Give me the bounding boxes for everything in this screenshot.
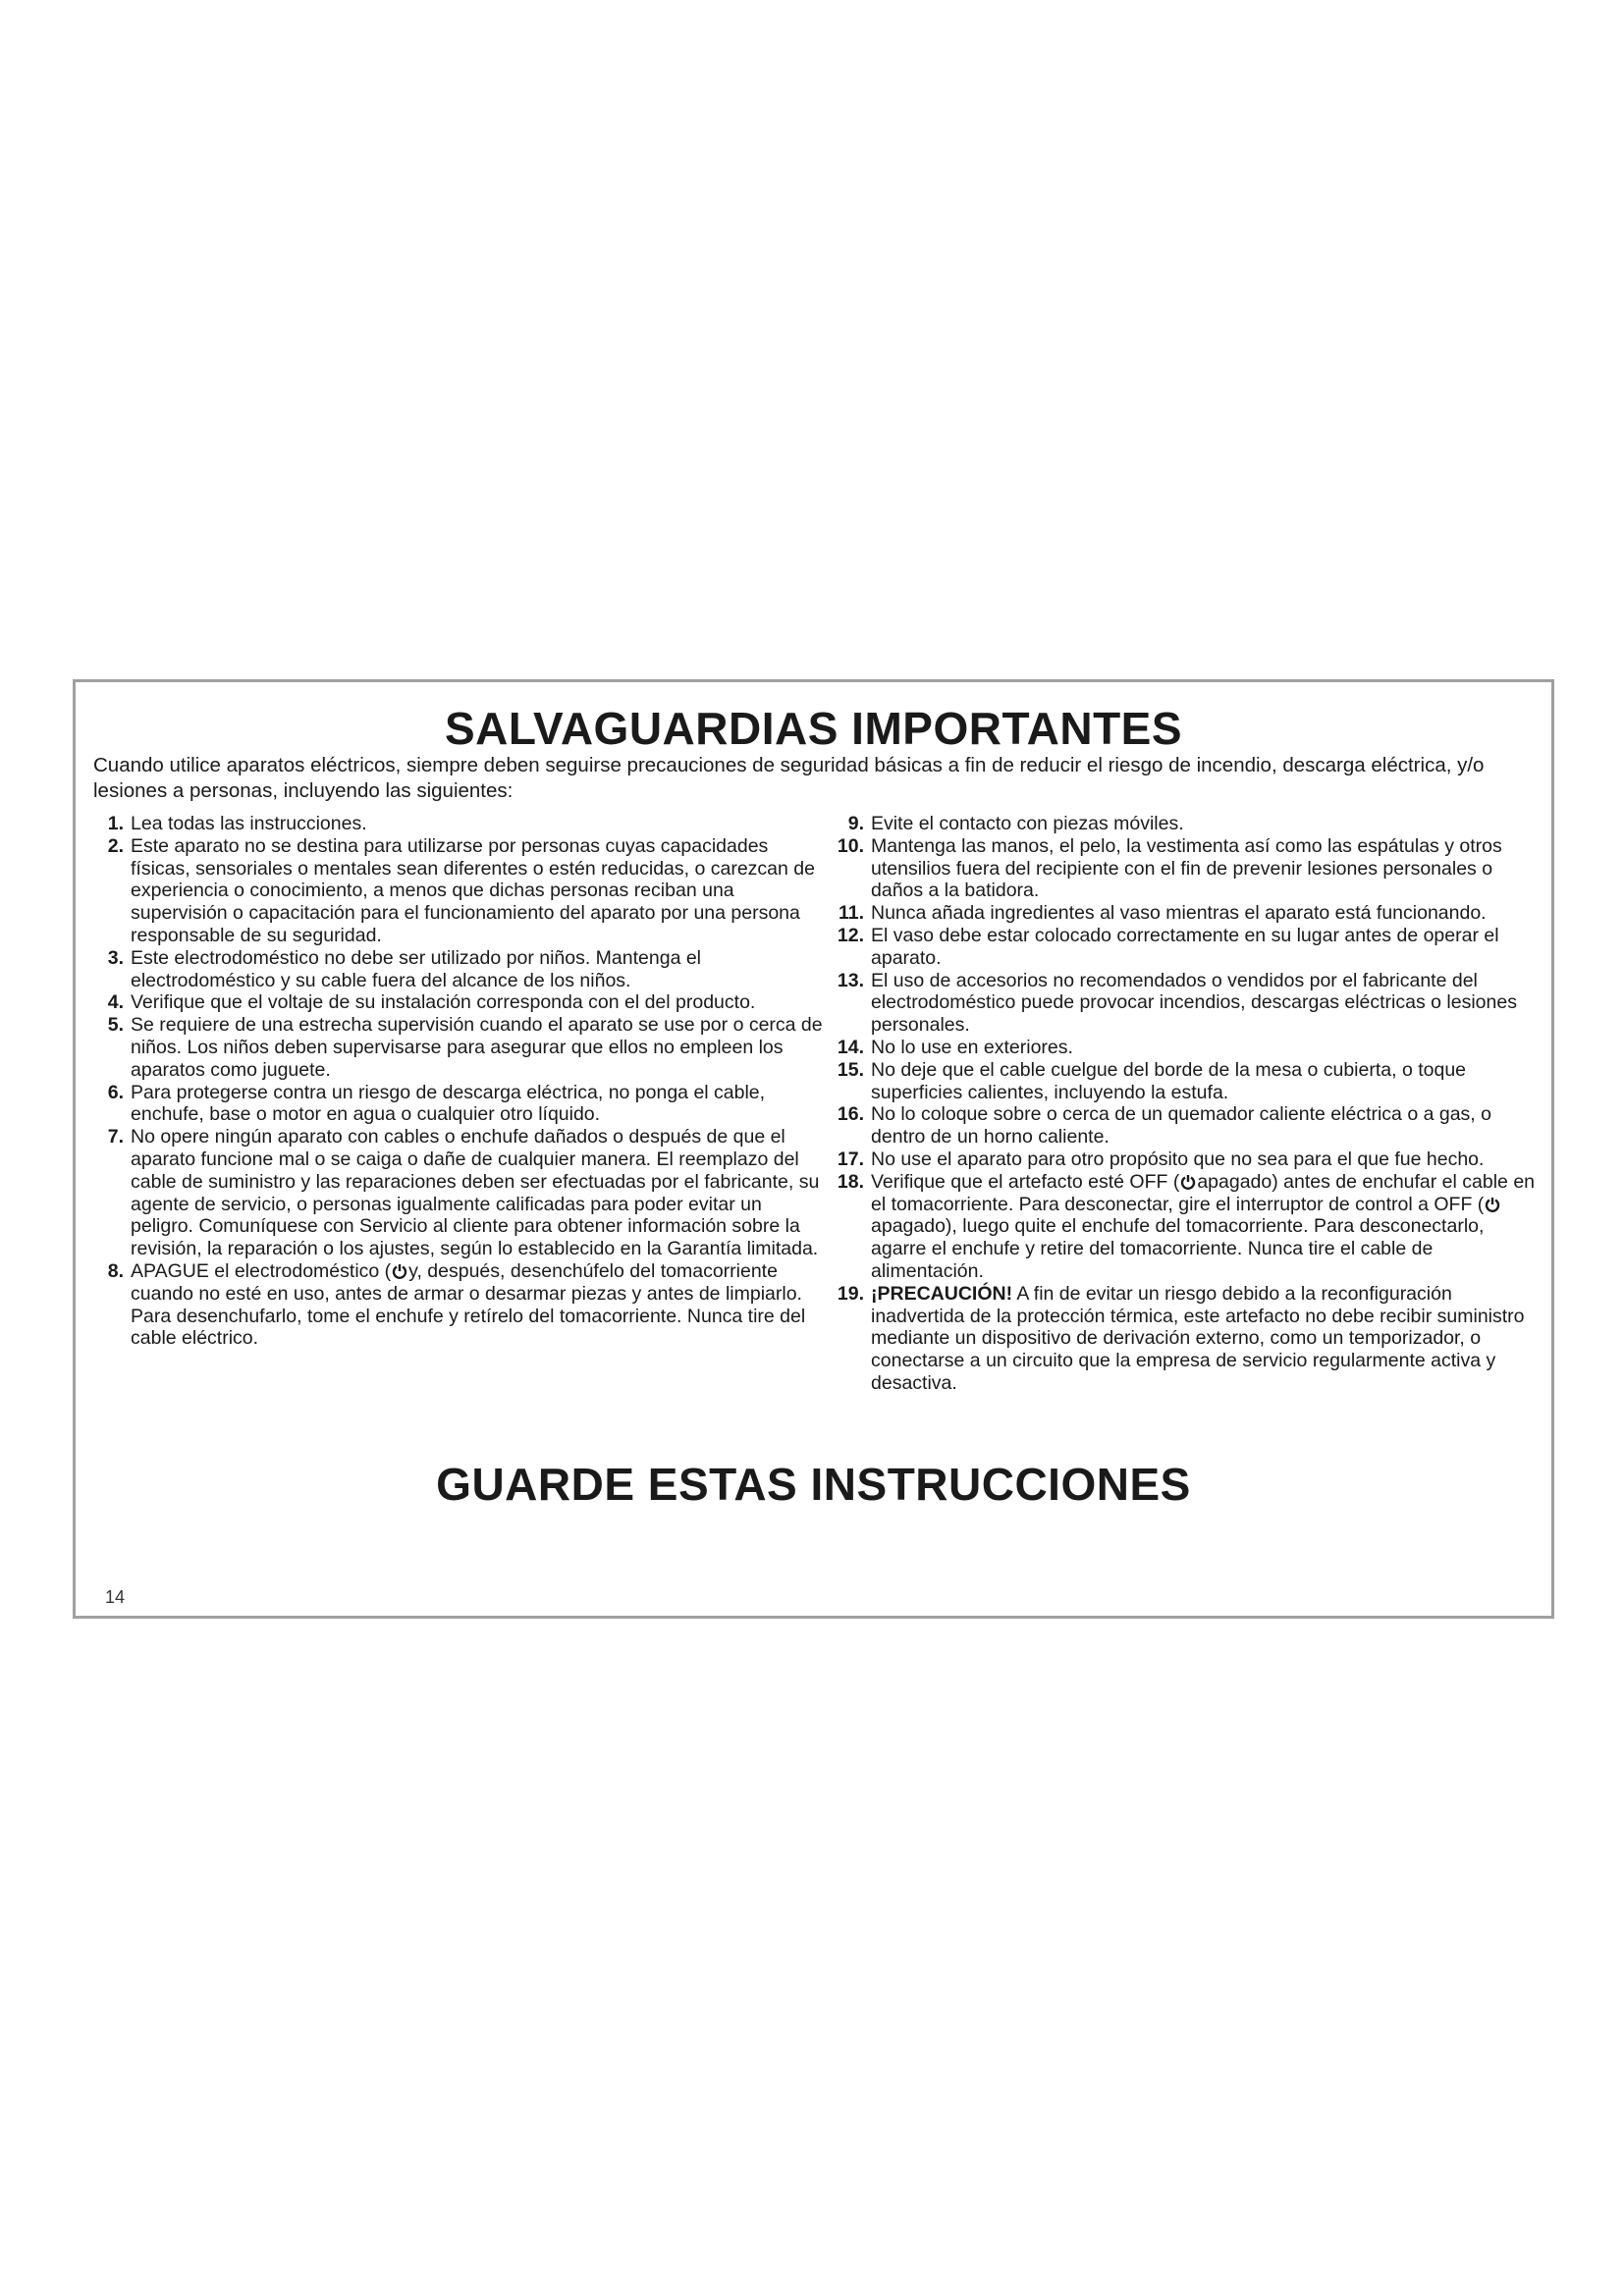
safeguards-list-right bbox=[834, 813, 1541, 1395]
list-item bbox=[93, 1082, 823, 1127]
item-number: 2. bbox=[107, 834, 124, 857]
item-text: Este electrodoméstico no debe ser utilizado por niños. Mantenga el electrodoméstico y su cable fuera del alcance de los niños. bbox=[131, 946, 702, 991]
list-item bbox=[834, 1103, 1541, 1148]
item-text-post: apagado), luego quite el enchufe del tomacorriente. Para desconectarlo, agarre el enchufe y retire del tomacorriente. Nunca tire el cable de alimentación. bbox=[871, 1215, 1485, 1282]
list-item bbox=[834, 813, 1541, 835]
power-icon bbox=[1485, 1197, 1500, 1212]
item-text: Este aparato no se destina para utilizarse por personas cuyas capacidades físicas, sensoriales o mentales sean diferentes o estén reducidas, o carezcan de experiencia o conocimiento, a menos que dichas personas reciban una supervisión o capacitación para el funcionamiento del aparato por una persona responsable de su seguridad. bbox=[131, 834, 815, 946]
list-item bbox=[834, 925, 1541, 970]
item-number: 1. bbox=[107, 813, 124, 834]
item-number: 5. bbox=[107, 1014, 124, 1037]
power-icon bbox=[392, 1263, 407, 1279]
footer-title: GUARDE ESTAS INSTRUCCIONES bbox=[436, 1459, 1191, 1510]
list-item bbox=[93, 1260, 823, 1350]
item-number: 16. bbox=[837, 1103, 864, 1126]
list-item bbox=[93, 991, 823, 1014]
item-number: 7. bbox=[107, 1126, 124, 1148]
safeguards-list-left bbox=[93, 813, 823, 1350]
list-item bbox=[93, 1126, 823, 1260]
list-item bbox=[834, 835, 1541, 902]
item-text-mid: apagado) antes de enchufar el cable en el tomacorriente. Para desconectar, gire el interruptor de control a OFF ( bbox=[871, 1170, 1536, 1215]
item-number: 6. bbox=[107, 1081, 124, 1103]
item-number: 10. bbox=[837, 834, 864, 857]
list-item bbox=[834, 1148, 1541, 1171]
list-item bbox=[834, 1037, 1541, 1059]
list-item bbox=[834, 970, 1541, 1037]
item-number: 17. bbox=[837, 1148, 864, 1170]
item-number: 8. bbox=[107, 1259, 124, 1282]
power-icon bbox=[1180, 1174, 1196, 1190]
list-item bbox=[834, 1171, 1541, 1283]
list-item bbox=[834, 1283, 1541, 1395]
item-text: El uso de accesorios no recomendados o vendidos por el fabricante del electrodoméstico puede provocar incendios, descargas eléctricas o lesiones personales. bbox=[871, 969, 1517, 1037]
item-number: 3. bbox=[107, 946, 124, 969]
item-text: Evite el contacto con piezas móviles. bbox=[871, 813, 1184, 834]
item-text: No deje que el cable cuelgue del borde de la mesa o cubierta, o toque superficies calientes, incluyendo la estufa. bbox=[871, 1058, 1467, 1103]
item-number: 13. bbox=[837, 969, 864, 991]
item-number: 4. bbox=[107, 991, 124, 1014]
item-text: No use el aparato para otro propósito que no sea para el que fue hecho. bbox=[871, 1148, 1485, 1170]
item-text: Verifique que el voltaje de su instalación corresponda con el del producto. bbox=[131, 991, 756, 1014]
item-text: No lo coloque sobre o cerca de un quemador caliente eléctrica o a gas, o dentro de un horno caliente. bbox=[871, 1103, 1491, 1148]
item-number: 12. bbox=[837, 924, 864, 946]
list-item bbox=[93, 947, 823, 992]
list-item bbox=[93, 835, 823, 947]
item-text: El vaso debe estar colocado correctamente en su lugar antes de operar el aparato. bbox=[871, 924, 1499, 969]
item-text: Para protegerse contra un riesgo de descarga eléctrica, no ponga el cable, enchufe, base o motor en agua o cualquier otro líquido. bbox=[131, 1081, 766, 1126]
item-text: Nunca añada ingredientes al vaso mientras el aparato está funcionando. bbox=[871, 902, 1487, 925]
list-item bbox=[93, 1014, 823, 1081]
item-number: 9. bbox=[847, 813, 864, 834]
item-text-pre: APAGUE el electrodoméstico ( bbox=[131, 1259, 392, 1282]
item-number: 15. bbox=[837, 1058, 864, 1081]
item-text: No opere ningún aparato con cables o enchufe dañados o después de que el aparato funcione mal o se caiga o dañe de cualquier manera. El reemplazo del cable de suministro y las reparaciones deben ser efectuadas por el fabricante, su agente de servicio, o personas igualmente calificadas para poder evitar un peligro. Comuníquese con Servicio al cliente para obtener información sobre la revisión, la reparación o los ajustes, según lo establecido en la Garantía limitada. bbox=[131, 1126, 820, 1260]
item-text: Mantenga las manos, el pelo, la vestimenta así como las espátulas y otros utensilios fuera del recipiente con el fin de prevenir lesiones personales o daños a la batidora. bbox=[871, 834, 1502, 902]
list-item bbox=[93, 813, 823, 835]
item-text-pre: Verifique que el artefacto esté OFF ( bbox=[871, 1170, 1180, 1193]
item-text: No lo use en exteriores. bbox=[871, 1036, 1073, 1058]
item-number: 19. bbox=[837, 1282, 864, 1305]
caution-label: ¡PRECAUCIÓN! bbox=[871, 1282, 1013, 1305]
item-text: Se requiere de una estrecha supervisión cuando el aparato se use por o cerca de niños. Los niños deben supervisarse para asegurar que ellos no empleen los aparatos como juguete. bbox=[131, 1014, 823, 1081]
item-text: A fin de evitar un riesgo debido a la reconfiguración inadvertida de la protección térmica, este artefacto no debe recibir suministro mediante un dispositivo de derivación externo, como un temporizador, o conectarse a un circuito que la empresa de servicio regularmente activa y desactiva. bbox=[871, 1282, 1525, 1394]
list-item bbox=[834, 902, 1541, 925]
item-number: 18. bbox=[837, 1170, 864, 1193]
page-title: SALVAGUARDIAS IMPORTANTES bbox=[444, 703, 1183, 754]
safeguards-frame bbox=[73, 679, 1554, 1619]
item-text: Lea todas las instrucciones. bbox=[131, 813, 367, 834]
list-item bbox=[834, 1059, 1541, 1104]
item-number: 14. bbox=[837, 1036, 864, 1058]
item-number: 11. bbox=[838, 902, 864, 925]
intro-paragraph: Cuando utilice aparatos eléctricos, siempre deben seguirse precauciones de seguridad básicas a fin de reducir el riesgo de incendio, descarga eléctrica, y/o lesiones a personas, incluyendo las siguientes: bbox=[93, 754, 1485, 802]
page-number: 14 bbox=[105, 1587, 126, 1607]
item-text-post: y, después, desenchúfelo del tomacorriente cuando no esté en uso, antes de armar o desarmar piezas y antes de limpiarlo. Para desenchufarlo, tome el enchufe y retírelo del tomacorriente. Nunca tire del cable eléctrico. bbox=[131, 1259, 806, 1350]
